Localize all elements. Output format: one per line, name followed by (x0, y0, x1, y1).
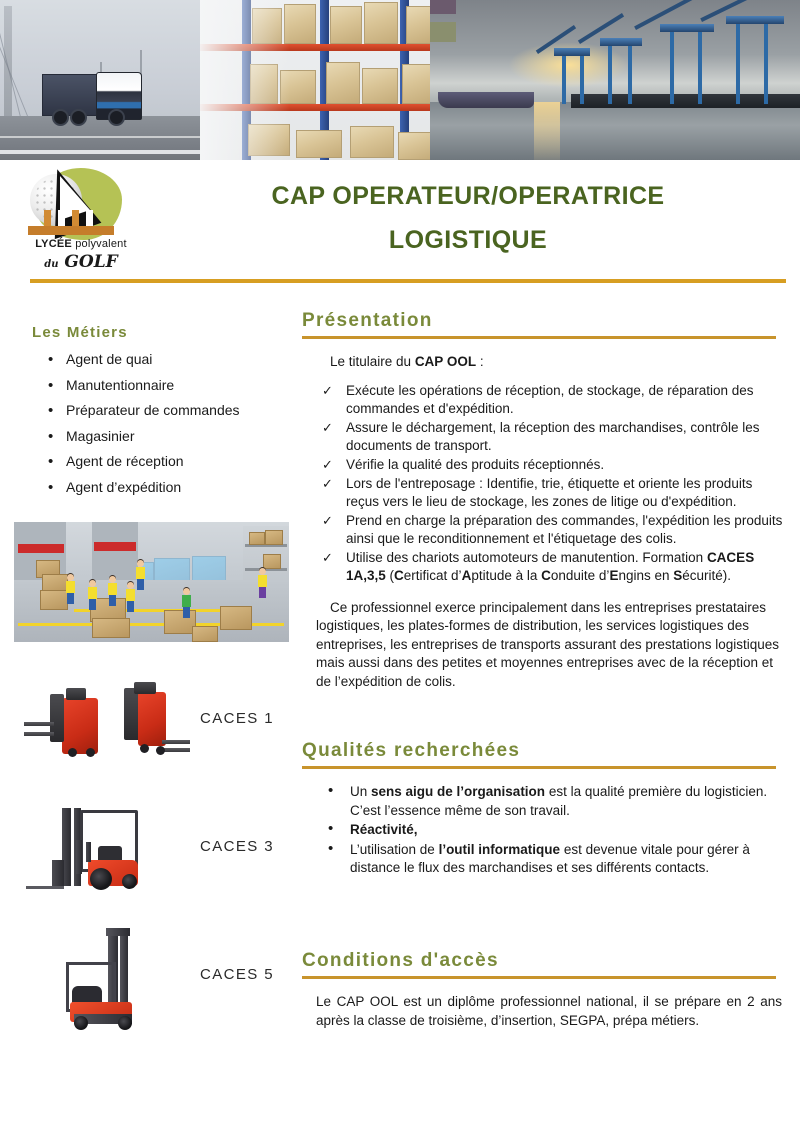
reach-truck-mast (120, 932, 128, 1006)
logo-base-bar (28, 226, 114, 235)
road-edge (0, 150, 200, 154)
forklift-forks (26, 886, 64, 889)
crane-leg (628, 42, 632, 104)
shelf-carton (265, 530, 283, 545)
banner-image-truck-on-bridge (0, 0, 200, 160)
dock-door-band (94, 542, 136, 551)
header-banner (0, 0, 800, 160)
caces-row-3 (14, 798, 290, 902)
section-conditions (296, 950, 800, 1030)
metiers-heading: Les Métiers (32, 324, 128, 341)
truck-handle (134, 682, 156, 694)
harbour-water (430, 102, 800, 160)
lycee-du-golf-logo (18, 166, 138, 274)
truck-body (138, 692, 166, 746)
list-item: ✓ Vérifie la qualité des produits réceptionnés. (318, 456, 786, 474)
page-title-line1: CAP OPERATEUR/OPERATRICE (271, 182, 665, 210)
truck-wheel (86, 748, 95, 757)
sun-reflection (534, 102, 560, 160)
truck-wheel (108, 109, 125, 126)
list-item (322, 841, 782, 878)
truck-fork (162, 748, 190, 752)
truck-fork (24, 732, 54, 736)
list-item: ✓ Exécute les opérations de réception, de stockage, de réparation des commandes et d'expédition. (318, 382, 786, 418)
presentation-task-list (318, 382, 786, 585)
pallet-carton (330, 6, 362, 44)
crane-leg (736, 22, 740, 104)
quality-suffix: est la qualité première du logisticien. C’est l’essence même de son travail. (350, 784, 768, 818)
caces-word-2: ptitude à la (471, 567, 542, 583)
logo-golf-word: GOLF (64, 252, 118, 272)
warehouse-workers-illustration (14, 522, 289, 642)
banner-image-warehouse-racking (200, 0, 430, 160)
truck-wheel (52, 109, 69, 126)
caces-3-label: CACES 3 (200, 838, 274, 855)
conditions-heading: Conditions d'accès (302, 950, 499, 971)
quality-bold: sens aigu de l’organisation (371, 784, 546, 799)
page-title-line2: LOGISTIQUE (388, 226, 548, 254)
truck-fork (162, 740, 190, 744)
pallet-carton (362, 68, 398, 104)
caces-open-paren: ( (385, 567, 395, 583)
truck-wheel (70, 109, 87, 126)
pallet-carton (402, 64, 430, 104)
list-item: • Agent de quai (66, 347, 296, 373)
list-item (322, 821, 782, 840)
page-title (150, 174, 786, 262)
caces-word-5: écurité). (682, 567, 732, 583)
caces-word-3: onduite d’ (550, 567, 610, 583)
qualites-heading: Qualités recherchées (302, 740, 521, 761)
reach-truck-photo (14, 926, 190, 1030)
truck-handle (66, 688, 86, 700)
pallet-carton (92, 618, 130, 638)
forklift-steering-column (86, 842, 91, 862)
forklift-rear-wheel (122, 874, 137, 889)
crane-gantry (660, 24, 714, 32)
reach-truck-wheel (118, 1016, 132, 1030)
pallet-carton (296, 130, 342, 158)
shelf-carton (263, 554, 281, 569)
intro-suffix: : (476, 354, 484, 369)
crane-leg (764, 22, 768, 104)
crane-gantry (600, 38, 642, 46)
presentation-intro (316, 353, 782, 372)
logo-text-line2 (22, 252, 140, 272)
list-item: • Préparateur de commandes (66, 398, 296, 424)
caces-acronym-e: E (609, 567, 619, 583)
dock-door-band (18, 544, 64, 553)
logo-polyvalent-word: polyvalent (75, 238, 127, 250)
list-item-caces (318, 549, 786, 585)
caces-lead: Utilise des chariots automoteurs de manutention. Formation (346, 549, 707, 565)
crane-leg (698, 30, 702, 104)
qualites-underline (302, 766, 776, 769)
pallet-carton (326, 62, 360, 104)
conditions-paragraph: Le CAP OOL est un diplôme professionnel national, il se prépare en 2 ans après la classe de troisième, d’insertion, SEGPA, prépa métiers. (316, 994, 782, 1028)
presentation-underline (302, 336, 776, 339)
caces-acronym-a: A (461, 567, 472, 583)
pallet-truck-photo (14, 670, 190, 774)
list-item (322, 783, 782, 820)
banner-image-port-container-cranes (430, 0, 800, 160)
pallet-carton (192, 626, 218, 642)
list-item: • Manutentionnaire (66, 373, 296, 399)
reach-truck-wheel (74, 1016, 88, 1030)
crane-gantry (554, 48, 590, 56)
quality-prefix: Un (350, 784, 372, 799)
shelf-carton (249, 532, 265, 545)
quality-bold: l’outil informatique (438, 841, 561, 857)
logo-du-word: du (44, 259, 59, 270)
caces-code: CACES 1A,3,5 (346, 549, 755, 583)
crane-leg (562, 52, 566, 104)
counterbalance-forklift-photo (14, 798, 190, 902)
pallet-carton (364, 2, 398, 44)
truck-wheel (156, 746, 165, 755)
truck-trailer (42, 74, 102, 116)
pallet-carton (398, 132, 430, 160)
pallet-carton (220, 606, 252, 630)
caces-acronym-s: S (673, 567, 683, 583)
header-divider (30, 279, 786, 283)
document-header (0, 160, 800, 280)
list-item: ✓ Assure le déchargement, la réception des marchandises, contrôle les documents de transport. (318, 419, 786, 455)
truck-body (62, 698, 98, 754)
caces-row-1 (14, 670, 290, 774)
pallet-carton (40, 590, 68, 610)
logo-lycee-word: LYCÉE (35, 238, 72, 250)
truck-fork (24, 722, 54, 726)
caces-word-4: ngins en (618, 567, 674, 583)
conditions-underline (302, 976, 776, 979)
left-column (0, 296, 296, 983)
caces-acronym-c1: C (394, 567, 404, 583)
intro-cap-ool: CAP OOL (414, 354, 477, 369)
truck-wheel (68, 748, 77, 757)
crane-leg (670, 30, 674, 104)
quality-bold: Réactivité, (350, 822, 418, 837)
quality-suffix: est devenue vitale pour gérer à distance le flux des marchandises et ses différents contacts. (350, 841, 750, 875)
intro-prefix: Le titulaire du (330, 354, 415, 369)
list-item: • Agent de réception (66, 449, 296, 475)
bridge-rail (0, 136, 200, 138)
forklift-carriage (52, 860, 64, 886)
pallet-carton (350, 126, 394, 158)
logo-text-line1 (22, 238, 140, 250)
list-item: • Agent d’expédition (66, 475, 296, 501)
warehouse-wall (92, 522, 138, 580)
caces-5-label: CACES 5 (200, 966, 274, 983)
forklift-front-wheel (90, 868, 112, 890)
section-qualites (296, 740, 800, 879)
section-presentation (296, 310, 800, 691)
caces-1-label: CACES 1 (200, 710, 274, 727)
crane-leg (580, 52, 584, 104)
caces-acronym-c2: C (541, 567, 551, 583)
image-fade-overlay (200, 0, 290, 160)
truck-wheel (140, 744, 149, 753)
reach-truck-mast-top (106, 928, 130, 936)
list-item: ✓ Prend en charge la préparation des commandes, l'expédition les produits ainsi que le reconditionnement et l'étiquetage des colis. (318, 512, 786, 548)
quality-prefix: L’utilisation de (350, 841, 439, 857)
presentation-heading: Présentation (302, 310, 433, 331)
crane-leg (608, 42, 612, 104)
presentation-paragraph: Ce professionnel exerce principalement dans les entreprises prestataires logistiques, les plates-formes de distribution, les services logistiques des entreprises, les entreprises de transports assurant des prestations logistiques mais aussi dans des petites et moyennes entreprises avec de la réception et de l’expédition de colis. (316, 599, 779, 689)
qualites-list (322, 783, 782, 878)
metiers-list (0, 347, 296, 500)
caces-row-5 (14, 926, 290, 1030)
forklift-tilt-cylinder (76, 840, 82, 874)
list-item: ✓ Lors de l'entreposage : Identifie, trie, étiquette et oriente les produits reçus vers le lieu de stockage, les zones de litige ou d'expédition. (318, 475, 786, 511)
crane-gantry (726, 16, 784, 24)
cargo-ship (438, 92, 534, 108)
pallet-carton (406, 6, 430, 44)
caces-word-1: ertificat d’ (403, 567, 462, 583)
list-item: • Magasinier (66, 424, 296, 450)
